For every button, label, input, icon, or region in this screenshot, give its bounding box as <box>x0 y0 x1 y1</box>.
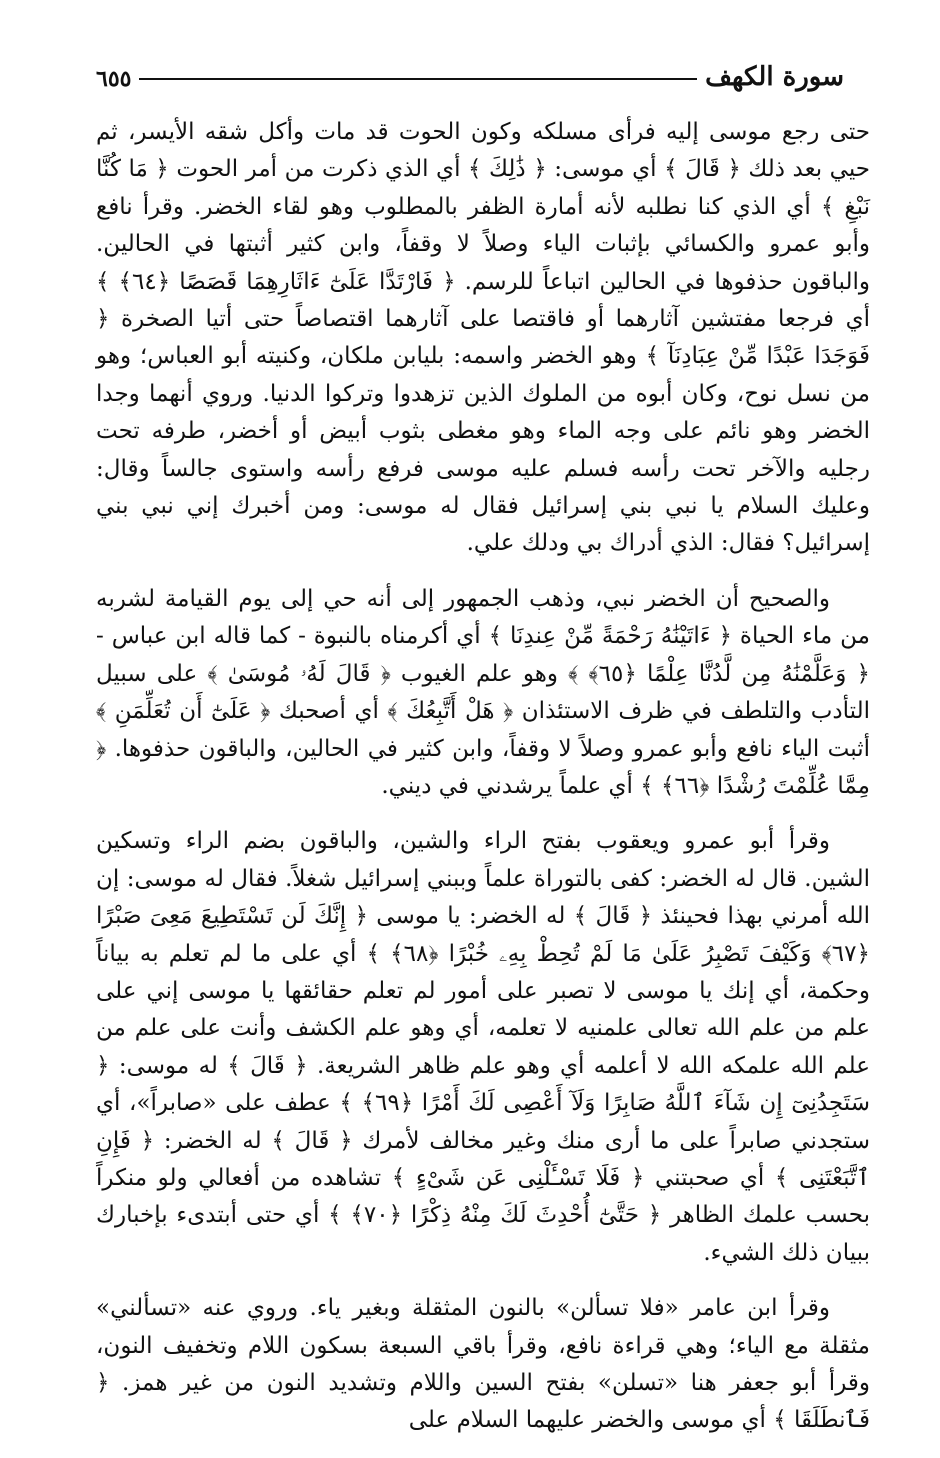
page-header <box>96 52 844 92</box>
paragraph: وقرأ ابن عامر «فلا تسألن» بالنون المثقلة وبغير ياء. وروي عنه «تسألني» مثقلة مع الياء؛ وهي قراءة نافع، وقرأ باقي السبعة بسكون اللام وتخفيف النون، وقرأ أبو جعفر هنا «تسلن» بفتح السين واللام وتشديد النون من غير همز. ﴿ فَٱنطَلَقَا ﴾ أي موسى والخضر عليهما السلام على <box>96 1295 870 1434</box>
paragraph: وقرأ أبو عمرو ويعقوب بفتح الراء والشين، والباقون بضم الراء وتسكين الشين. قال له الخضر: كفى بالتوراة علماً وببني إسرائيل شغلاً. فقال له موسى: إن الله أمرني بهذا فحينئذ ﴿ قَالَ ﴾ له الخضر: يا موسى ﴿ إِنَّكَ لَن تَسْتَطِيعَ مَعِىَ صَبْرًا ﴿٦٧﴾ وَكَيْفَ تَصْبِرُ عَلَىٰ مَا لَمْ تُحِطْ بِهِۦ خُبْرًا ﴿٦٨﴾ ﴾ أي على ما لم تعلم به بياناً وحكمة، أي إنك يا موسى لا تصبر على أمور لم تعلم حقائقها يا موسى إني على علم من علم الله تعالى علمنيه لا تعلمه، أي وهو علم الكشف وأنت على علم من علم الله علمكه الله لا أعلمه أي وهو علم ظاهر الشريعة. ﴿ قَالَ ﴾ له موسى: ﴿ سَتَجِدُنِىٓ إِن شَآءَ ٱللَّهُ صَابِرًا وَلَآ أَعْصِى لَكَ أَمْرًا ﴿٦٩﴾ ﴾ عطف على «صابراً»، أي ستجدني صابراً على ما أرى منك وغير مخالف لأمرك ﴿ قَالَ ﴾ له الخضر: ﴿ فَإِنِ ٱتَّبَعْتَنِى ﴾ أي صحبتني ﴿ فَلَا تَسْـَٔلْنِى عَن شَىْءٍ ﴾ تشاهده من أفعالي ولو منكراً بحسب علمك الظاهر ﴿ حَتَّىٰٓ أُحْدِثَ لَكَ مِنْهُ ذِكْرًا ﴿٧٠﴾ ﴾ أي حتى أبتدىء بإخبارك ببيان ذلك الشيء. <box>96 828 870 1266</box>
header-rule <box>139 78 697 80</box>
surah-title: سورة الكهف <box>705 62 844 92</box>
paragraph: والصحيح أن الخضر نبي، وذهب الجمهور إلى أنه حي إلى يوم القيامة لشربه من ماء الحياة ﴿ ءَاتَيْنَٰهُ رَحْمَةً مِّنْ عِندِنَا ﴾ أي أكرمناه بالنبوة - كما قاله ابن عباس - ﴿ وَعَلَّمْنَٰهُ مِن لَّدُنَّا عِلْمًا ﴿٦٥﴾ ﴾ وهو علم الغيوب ﴿ قَالَ لَهُۥ مُوسَىٰ ﴾ على سبيل التأدب والتلطف في ظرف الاستئذان ﴿ هَلْ أَتَّبِعُكَ ﴾ أي أصحبك ﴿ عَلَىٰٓ أَن تُعَلِّمَنِ ﴾ أثبت الياء نافع وأبو عمرو وصلاً لا وقفاً، وابن كثير في الحالين، والباقون حذفوها. ﴿ مِمَّا عُلِّمْتَ رُشْدًا ﴿٦٦﴾ ﴾ أي علماً يرشدني في ديني. <box>96 585 871 799</box>
page-number: ٦٥٥ <box>96 66 132 92</box>
commentary-body <box>96 114 870 1458</box>
paragraph: حتى رجع موسى إليه فرأى مسلكه وكون الحوت قد مات وأكل شقه الأيسر، ثم حيي بعد ذلك ﴿ قَالَ ﴾ أي موسى: ﴿ ذَٰلِكَ ﴾ أي الذي ذكرت من أمر الحوت ﴿ مَا كُنَّا نَبْغِ ﴾ أي الذي كنا نطلبه لأنه أمارة الظفر بالمطلوب وهو لقاء الخضر. وقرأ نافع وأبو عمرو والكسائي بإثبات الياء وصلاً لا وقفاً، وابن كثير أثبتها في الحالين. والباقون حذفوها في الحالين اتباعاً للرسم. ﴿ فَارْتَدَّا عَلَىٰٓ ءَاثَارِهِمَا قَصَصًا ﴿٦٤﴾ ﴾ أي فرجعا مفتشين آثارهما أو فاقتصا على آثارهما اقتصاصاً حتى أتيا الصخرة ﴿ فَوَجَدَا عَبْدًا مِّنْ عِبَادِنَآ ﴾ وهو الخضر واسمه: بليابن ملكان، وكنيته أبو العباس؛ وهو من نسل نوح، وكان أبوه من الملوك الذين تزهدوا وتركوا الدنيا. وروي أنهما وجدا الخضر وهو نائم على وجه الماء وهو مغطى بثوب أبيض أو أخضر، طرفه تحت رجليه والآخر تحت رأسه فسلم عليه موسى فرفع رأسه واستوى جالساً وقال: وعليك السلام يا نبي بني إسرائيل فقال له موسى: ومن أخبرك إني نبي بني إسرائيل؟ فقال: الذي أدراك بي ودلك علي. <box>96 119 871 557</box>
